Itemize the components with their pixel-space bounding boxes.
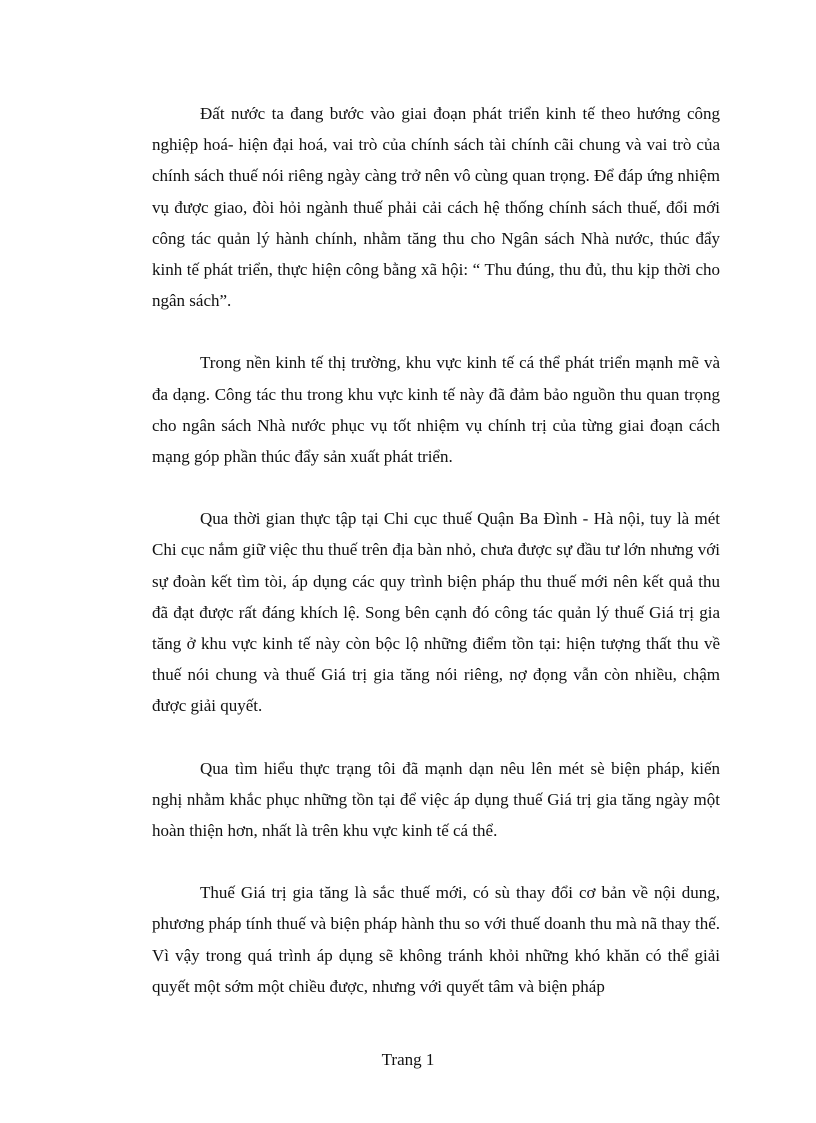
- paragraph-1: Đất nước ta đang bước vào giai đoạn phát triển kinh tế theo hướng công nghiệp hoá- hiện đại hoá, vai trò của chính sách tài chính cãi chung và vai trò của chính sách thuế nói riêng ngày càng trở nên vô cùng quan trọng. Để đáp ứng nhiệm vụ được giao, đòi hỏi ngành thuế phải cải cách hệ thống chính sách thuế, đổi mới công tác quản lý hành chính, nhằm tăng thu cho Ngân sách Nhà nước, thúc đẩy kinh tế phát triển, thực hiện công bằng xã hội: “ Thu đúng, thu đủ, thu kịp thời cho ngân sách”.: [152, 104, 720, 311]
- paragraph-2: Trong nền kinh tế thị trường, khu vực kinh tế cá thể phát triển mạnh mẽ và đa dạng. Công tác thu trong khu vực kinh tế này đã đảm bảo nguồn thu quan trọng cho ngân sách Nhà nước phục vụ tốt nhiệm vụ chính trị của từng giai đoạn cách mạng góp phần thúc đẩy sản xuất phát triển.: [152, 353, 720, 467]
- document-body: [152, 98, 720, 1002]
- paragraph-5: Thuế Giá trị gia tăng là sắc thuế mới, có sù thay đổi cơ bản về nội dung, phương pháp tính thuế và biện pháp hành thu so với thuế doanh thu mà nã thay thế. Vì vậy trong quá trình áp dụng sẽ không tránh khỏi những khó khăn có thể giải quyết một sớm một chiều được, nhưng với quyết tâm và biện pháp: [152, 883, 720, 996]
- paragraph-3: Qua thời gian thực tập tại Chi cục thuế Quận Ba Đình - Hà nội, tuy là mét Chi cục nắm giữ việc thu thuế trên địa bàn nhỏ, chưa được sự đầu tư lớn nhưng với sự đoàn kết tìm tòi, áp dụng các quy trình biện pháp thu thuế mới nên kết quả thu đã đạt được rất đáng khích lệ. Song bên cạnh đó công tác quản lý thuế Giá trị gia tăng ở khu vực kinh tế này còn bộc lộ những điểm tồn tại: hiện tượng thất thu về thuế nói chung và thuế Giá trị gia tăng nói riêng, nợ đọng vẫn còn nhiều, chậm được giải quyết.: [152, 509, 720, 716]
- paragraph-4: Qua tìm hiểu thực trạng tôi đã mạnh dạn nêu lên mét sè biện pháp, kiến nghị nhằm khắc phục những tồn tại để việc áp dụng thuế Giá trị gia tăng ngày một hoàn thiện hơn, nhất là trên khu vực kinh tế cá thể.: [152, 758, 720, 841]
- page-number-footer: Trang 1: [381, 1050, 435, 1069]
